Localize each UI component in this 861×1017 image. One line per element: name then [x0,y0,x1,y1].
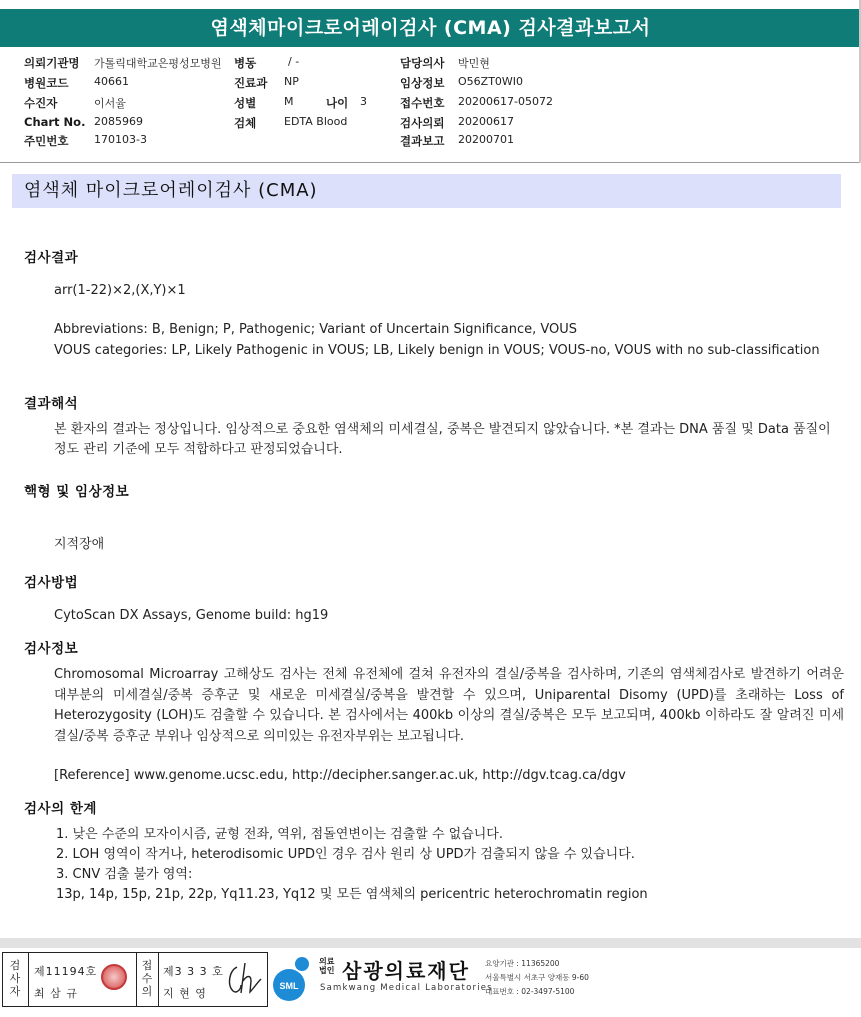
vous-categories-text: VOUS categories: LP, Likely Pathogenic in VOUS; LB, Likely benign in VOUS; VOUS-no, VOUS with no sub-classification [54,343,820,358]
receipt-value: 20200617-05072 [458,95,553,108]
lab-corp-line-1: 의료 [319,957,335,966]
lab-name: 삼광의료재단 [342,959,470,983]
info-row-5 [24,133,844,149]
inspector-label-cell [137,953,159,1006]
examiner-cell [29,953,137,1006]
dept-label: 진료과 [234,76,268,90]
inspector-number: 제3 3 3 호 [163,965,224,978]
limits-item-1: 1. 낮은 수준의 모자이시즘, 균형 전좌, 역위, 점돌연변이는 검출할 수 없습니다. [56,827,503,842]
lab-name-english: Samkwang Medical Laboratories [320,983,493,993]
examiner-number: 제11194호 [34,965,98,978]
limits-item-2: 2. LOH 영역이 작거나, heterodisomic UPD인 경우 검사 원리 상 UPD가 검출되지 않을 수 있습니다. [56,847,635,862]
info-row-2 [24,75,844,91]
limits-item-3: 3. CNV 검출 불가 영역: [56,867,193,882]
examinee-label: 수진자 [24,96,58,110]
clinical-value: O56ZT0WI0 [458,75,524,88]
lab-address: 서울특별시 서초구 양재동 9-60 [485,973,589,982]
specimen-value: EDTA Blood [284,115,348,128]
signature-box [2,952,268,1007]
lab-corp-type [319,957,334,975]
lab-code: 요양기관 : 11365200 [485,959,560,968]
test-info-heading: 검사정보 [24,641,79,657]
inspector-cell [159,953,269,1006]
clinical-info-heading: 핵형 및 임상정보 [24,484,130,500]
age-value: 3 [360,95,367,108]
footer-divider [0,938,861,948]
reference-text: [Reference] www.genome.ucsc.edu, http://decipher.sanger.ac.uk, http://dgv.tcag.ca/dgv [54,768,626,783]
ward-label: 병동 [234,56,257,70]
inspector-label: 접수의 [141,959,153,998]
sml-logo-icon [272,954,314,1002]
result-heading: 검사결과 [24,250,79,266]
dept-value: NP [284,75,299,88]
limits-item-3-detail: 13p, 14p, 15p, 21p, 22p, Yq11.23, Yq12 및 모든 염색체의 pericentric heterochromatin region [56,887,648,902]
lab-phone: 대표번호 : 02-3497-5100 [485,987,575,996]
sex-value: M [284,95,294,108]
institution-value: 가톨릭대학교은평성모병원 [94,57,222,70]
test-info-text: Chromosomal Microarray 고해상도 검사는 전체 유전체에 걸쳐 유전자의 결실/중복을 검사하며, 기존의 염색체검사로 발견하기 어려운 대부분의 미세결실/중복 증후군 및 새로운 미세결실/중복을 발견할 수 있으며, Uniparental Disomy (UPD)를 초래하는 Loss of Heterozygosity (LOH)도 검출할 수 있습니다. 본 검사에서는 400kb 이상의 결실/중복은 모두 보고되며, 400kb 이하라도 잘 알려진 미세결실/중복 증후군 부위나 임상적으로 의미있는 유전자부위는 보고됩니다. [54,667,844,744]
examiner-seal-icon [101,964,127,990]
hospital-code-label: 병원코드 [24,76,69,90]
chart-value: 2085969 [94,115,143,128]
rrn-value: 170103-3 [94,133,147,146]
specimen-label: 검체 [234,116,257,130]
clinical-label: 임상정보 [400,76,445,90]
karyotype-text: arr(1-22)×2,(X,Y)×1 [54,283,186,298]
abbreviations-text: Abbreviations: B, Benign; P, Pathogenic; Variant of Uncertain Significance, VOUS [54,322,578,337]
receipt-label: 접수번호 [400,96,445,110]
info-row-4 [24,115,844,131]
method-text: CytoScan DX Assays, Genome build: hg19 [54,608,329,623]
examiner-name: 최 삼 규 [34,987,78,1000]
rrn-label: 주민번호 [24,134,69,148]
report-date-label: 결과보고 [400,134,445,148]
hospital-code-value: 40661 [94,75,129,88]
sex-label: 성별 [234,96,257,110]
report-title: 염색체마이크로어레이검사 (CMA) 검사결과보고서 [0,9,861,47]
info-row-1 [24,55,844,71]
examinee-value: 이서율 [94,97,126,110]
report-date-value: 20200701 [458,133,514,146]
age-label: 나이 [326,96,349,110]
inspector-name: 지 현 영 [163,987,207,1000]
limits-heading: 검사의 한계 [24,801,97,817]
chart-label: Chart No. [24,115,86,129]
signature-scribble-icon [223,959,265,999]
doctor-value: 박민현 [458,57,490,70]
doctor-label: 담당의사 [400,56,445,70]
lab-corp-line-2: 법인 [319,966,335,975]
sml-logo-text: SML [279,981,299,991]
section-title: 염색체 마이크로어레이검사 (CMA) [12,174,841,208]
request-value: 20200617 [458,115,514,128]
institution-label: 의뢰기관명 [24,56,80,70]
request-label: 검사의뢰 [400,116,445,130]
info-row-3 [24,95,844,111]
ward-value: / - [288,55,300,68]
examiner-label-cell [3,953,29,1006]
interpretation-text: 본 환자의 결과는 정상입니다. 임상적으로 중요한 염색체의 미세결실, 중복은 발견되지 않았습니다. *본 결과는 DNA 품질 및 Data 품질이 정도 관리 기준에 모두 적합하다고 판정되었습니다. [54,422,831,457]
method-heading: 검사방법 [24,575,79,591]
clinical-info-text: 지적장애 [54,537,105,552]
interpretation-heading: 결과해석 [24,396,79,412]
info-divider [0,162,861,163]
examiner-label: 검사자 [9,959,21,998]
